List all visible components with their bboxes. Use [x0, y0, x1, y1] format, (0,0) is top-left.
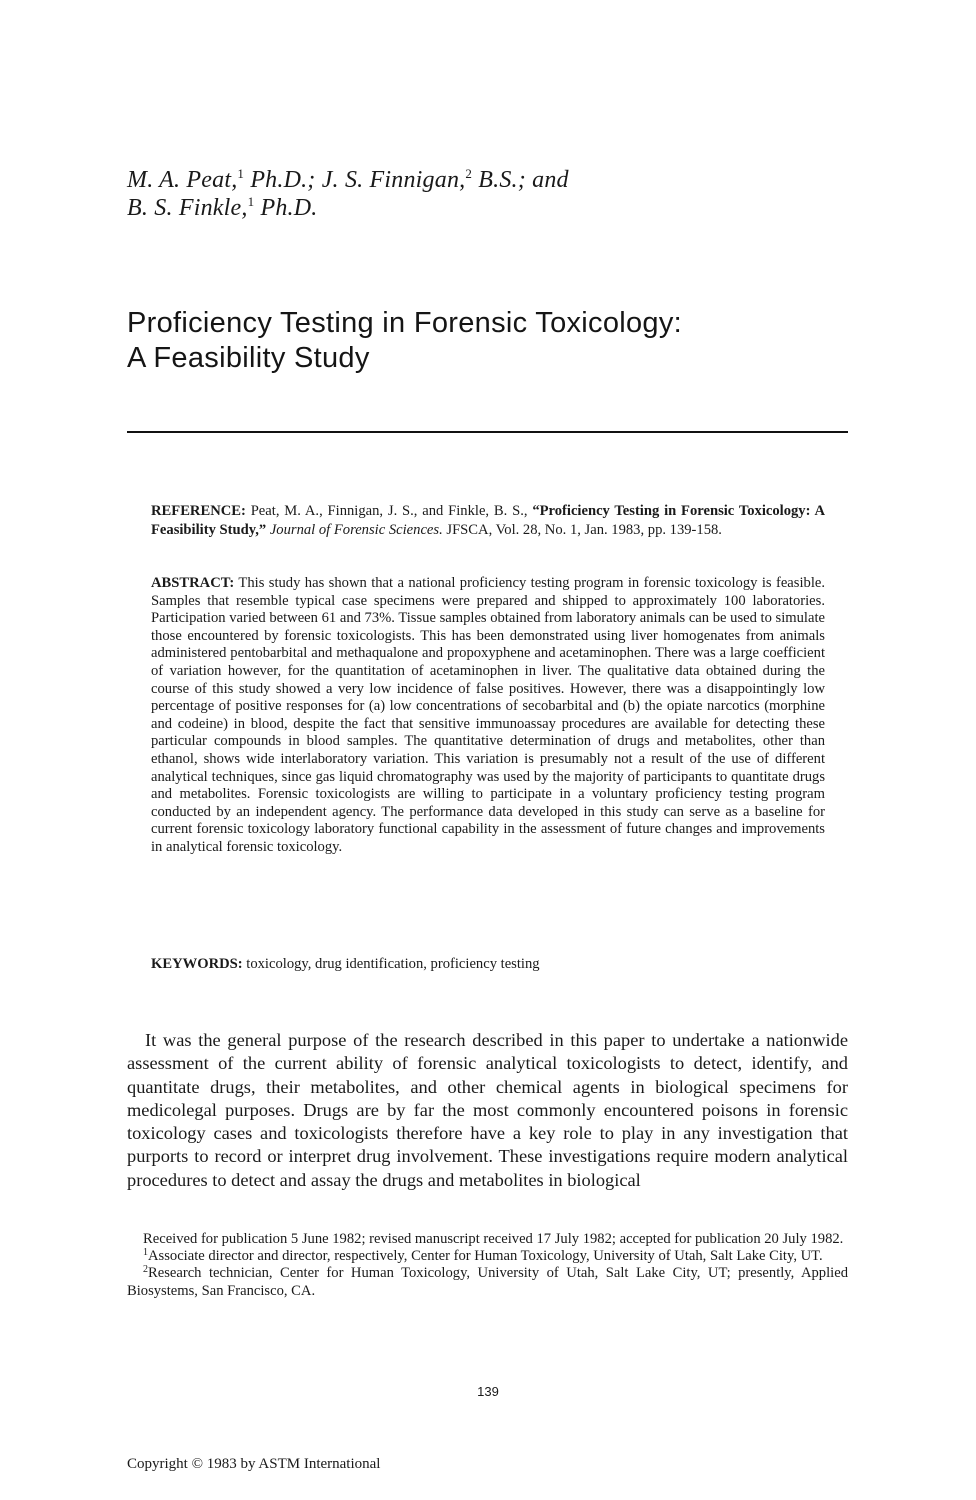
footnotes [127, 1231, 848, 1300]
keywords-text: toxicology, drug identification, proficiency testing [246, 956, 540, 972]
paper-title [127, 306, 847, 376]
copyright-notice: Copyright © 1983 by ASTM International [127, 1456, 381, 1472]
keywords-label: KEYWORDS: [151, 956, 243, 972]
title-line-1: Proficiency Testing in Forensic Toxicology: [127, 307, 683, 339]
author-finnigan: J. S. Finnigan,$^2$ B.S.; and [321, 166, 569, 193]
footnote-received: Received for publication 5 June 1982; revised manuscript received 17 July 1982; accepted for publication 20 July 1982. [143, 1231, 844, 1247]
reference-details: JFSCA, Vol. 28, No. 1, Jan. 1983, pp. 139-158. [446, 521, 722, 538]
reference-label: REFERENCE: [151, 503, 246, 519]
body-paragraph: It was the general purpose of the research described in this paper to undertake a nationwide assessment of the current ability of forensic analytical toxicologists to detect, identify, and quantitate drugs, their metabolites, and other chemical agents in biological specimens for medicolegal purposes. Drugs are by far the most commonly encountered poisons in forensic toxicology cases and toxicologists therefore have a key role to play in any investigation that purports to record or interpret drug involvement. These investigations require modern analytical procedures to detect and assay the drugs and metabolites in biological [127, 1030, 848, 1190]
title-divider [127, 431, 848, 433]
reference-block [151, 502, 825, 539]
abstract-text: This study has shown that a national proficiency testing program in forensic toxicology is feasible. Samples that resemble typical case specimens were prepared and shipped to approximately 100 laboratories. Participation varied between 61 and 73%. Tissue samples obtained from laboratory animals can be used to simulate those encountered by forensic toxicologists. This has been demonstrated using liver homogenates from animals administered pentobarbital and methaqualone and propoxyphene and acetaminophen. There was a large coefficient of variation however, for the quantitation of acetaminophen in liver. The qualitative data obtained during the course of this study showed a very low incidence of false positives. However, there was a disappointingly low percentage of positive responses for (a) low concentrations of secobarbital and (b) the opiate narcotics (morphine and codeine) in blood, despite the fact that sensitive immunoassay procedures are available for detecting these particular compounds in blood samples. The quantitative determination of drugs and metabolites, other than ethanol, shows wide interlaboratory variation. This variation is presumably not a result of the use of different analytical techniques, since gas liquid chromatography was used by the majority of participants to quantitate drugs and metabolites. Forensic toxicologists are willing to participate in a voluntary proficiency testing program conducted by an independent agency. The performance data developed in this study can serve as a baseline for current forensic toxicology laboratory functional capability in the assessment of future changes and improvements in analytical forensic toxicology. [151, 575, 826, 855]
author-peat: M. A. Peat,$^1$ Ph.D.; [127, 166, 316, 193]
keywords-block [151, 955, 825, 973]
reference-authors: Peat, M. A., Finnigan, J. S., and Finkle, B. S., [250, 503, 528, 519]
footnote-1: $^1$Associate director and director, respectively, Center for Human Toxicology, University of Utah, Salt Lake City, UT. [143, 1247, 823, 1265]
author-finkle: B. S. Finkle,$^1$ Ph.D. [127, 194, 318, 221]
title-line-2: A Feasibility Study [127, 342, 370, 374]
reference-article-title: “Proficiency Testing in Forensic Toxicology: A Feasibility Study,” [151, 503, 825, 538]
author-list [127, 166, 747, 222]
abstract-block [151, 575, 825, 857]
abstract-label: ABSTRACT: [151, 575, 235, 591]
page-number: 139 [477, 1384, 499, 1399]
footnote-2: $^2$Research technician, Center for Human Toxicology, University of Utah, Salt Lake City, UT; presently, Applied Biosystems, San Francisco, CA. [127, 1264, 848, 1299]
reference-journal: Journal of Forensic Sciences. [269, 521, 443, 538]
